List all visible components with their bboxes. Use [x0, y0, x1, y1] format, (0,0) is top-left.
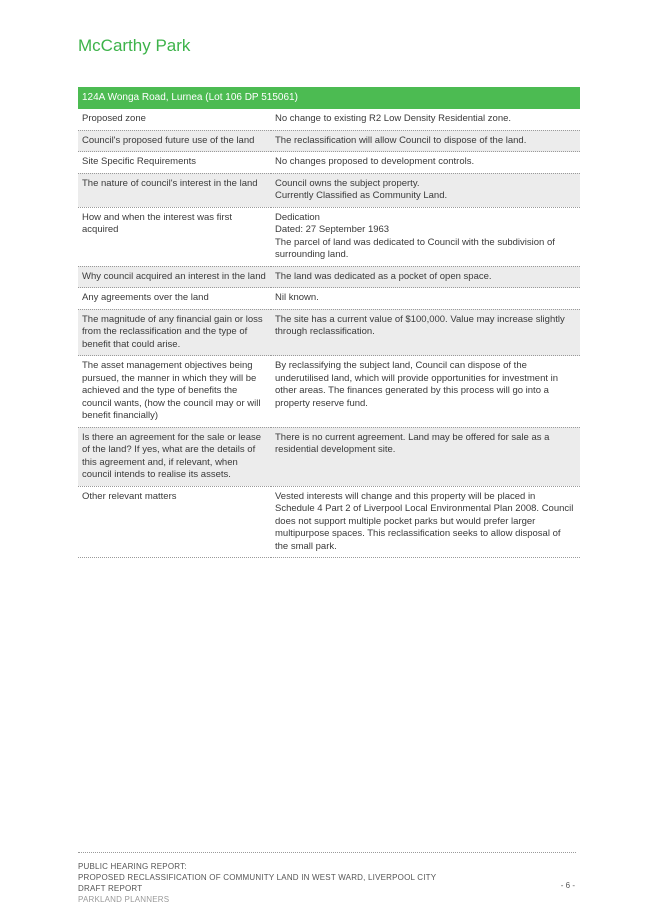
row-value-line: The reclassification will allow Council to dispose of the land.	[275, 134, 527, 146]
table-body	[78, 109, 580, 558]
table-header-row	[78, 87, 580, 109]
table-row	[78, 152, 580, 174]
row-value-line: Currently Classified as Community Land.	[275, 190, 448, 201]
row-label: How and when the interest was first acquired	[78, 207, 271, 266]
table-row	[78, 173, 580, 207]
footer-report-title: PROPOSED RECLASSIFICATION OF COMMUNITY LAND IN WEST WARD, LIVERPOOL CITY	[78, 873, 437, 882]
row-value-line: There is no current agreement. Land may be offered for sale as a residential development site.	[275, 431, 550, 455]
table-row	[78, 109, 580, 130]
table-row	[78, 427, 580, 486]
row-value-line: Council owns the subject property.	[275, 177, 420, 189]
page-number: - 6 -	[560, 881, 575, 890]
row-label: Is there an agreement for the sale or lease of the land? If yes, what are the details of this agreement and, if relevant, when council intends to realise its assets.	[78, 427, 271, 486]
row-value	[271, 486, 580, 558]
row-value	[271, 356, 580, 428]
row-value-line: No change to existing R2 Low Density Residential zone.	[275, 113, 512, 124]
row-value	[271, 266, 580, 288]
row-label: Proposed zone	[78, 109, 271, 130]
page-title: McCarthy Park	[78, 36, 191, 55]
row-value-line: No changes proposed to development controls.	[275, 156, 475, 167]
row-label: Council's proposed future use of the land	[78, 130, 271, 152]
page-footer	[78, 852, 576, 905]
row-value-line: The site has a current value of $100,000. Value may increase slightly through reclassification.	[275, 313, 565, 337]
row-value	[271, 109, 580, 130]
row-label: Why council acquired an interest in the land	[78, 266, 271, 288]
table-row	[78, 486, 580, 558]
table-row	[78, 309, 580, 356]
row-value	[271, 207, 580, 266]
table-row	[78, 207, 580, 266]
footer-draft-label: DRAFT REPORT	[78, 884, 143, 893]
footer-report-type: PUBLIC HEARING REPORT:	[78, 862, 187, 871]
row-label: The magnitude of any financial gain or loss from the reclassification and the type of benefit that could arise.	[78, 309, 271, 356]
row-value	[271, 173, 580, 207]
row-value-line: Dedication	[275, 211, 320, 223]
row-value-line: Nil known.	[275, 292, 319, 303]
table-row	[78, 288, 580, 310]
row-value	[271, 427, 580, 486]
row-value-line: The parcel of land was dedicated to Council with the subdivision of surrounding land.	[275, 236, 555, 260]
row-value-line: The land was dedicated as a pocket of open space.	[275, 270, 492, 282]
row-value	[271, 288, 580, 310]
table-row	[78, 356, 580, 428]
property-address-header: 124A Wonga Road, Lurnea (Lot 106 DP 515061)	[78, 87, 580, 109]
row-label: The asset management objectives being pursued, the manner in which they will be achieved and the type of benefits the council wants, (how the council may or will benefit financially)	[78, 356, 271, 428]
row-value	[271, 309, 580, 356]
row-label: Site Specific Requirements	[78, 152, 271, 174]
table-row	[78, 266, 580, 288]
footer-author: PARKLAND PLANNERS	[78, 895, 170, 904]
property-info-table	[78, 87, 580, 558]
row-value-line: Vested interests will change and this property will be placed in Schedule 4 Part 2 of Liverpool Local Environmental Plan 2008. Council does not support multiple pocket parks but would prefer larger multipurpose spaces. This reclassification seeks to allow disposal of the small park.	[275, 490, 574, 552]
row-label: Other relevant matters	[78, 486, 271, 558]
row-label: Any agreements over the land	[78, 288, 271, 310]
row-value-line: Dated: 27 September 1963	[275, 224, 390, 235]
table-row	[78, 130, 580, 152]
row-value	[271, 130, 580, 152]
row-label: The nature of council's interest in the land	[78, 173, 271, 207]
row-value-line: By reclassifying the subject land, Council can dispose of the underutilised land, which will provide opportunities for investment in other areas. The finances generated by this process will go into a property reserve fund.	[275, 360, 559, 409]
row-value	[271, 152, 580, 174]
